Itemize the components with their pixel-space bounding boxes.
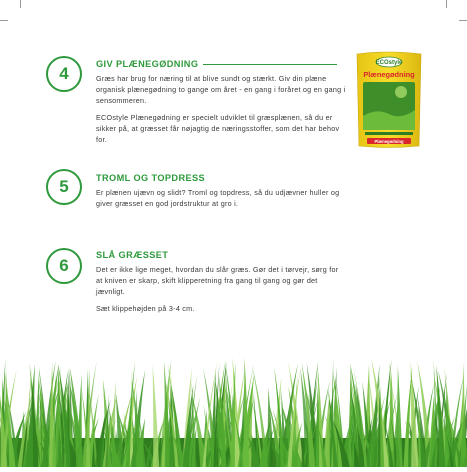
heading-rule	[203, 64, 337, 65]
step-content	[96, 168, 346, 209]
step-number-badge	[46, 56, 82, 92]
step-heading	[96, 173, 346, 183]
step-number: 5	[59, 177, 69, 196]
grass-illustration	[0, 352, 467, 467]
grass-border-image	[0, 352, 467, 467]
step-heading	[96, 250, 346, 260]
step-paragraph: ECOstyle Plænegødning er specielt udviklet til græsplænen, så du er sikker på, at græsset får nøjagtig de næringsstoffer, som det har behov for.	[96, 113, 340, 144]
crop-mark-top-right	[446, 0, 447, 8]
step-paragraph: Sæt klippehøjden på 3-4 cm.	[96, 304, 195, 313]
step-paragraph: Græs har brug for næring til at blive sundt og stærkt. Giv din plæne organisk plænegødning to gange om året - en gang i foråret og en gang i sensommeren.	[96, 74, 346, 105]
crop-mark-right-top	[459, 20, 467, 21]
step-number: 6	[59, 256, 69, 275]
grass-blade	[396, 366, 403, 467]
step-content	[96, 54, 346, 145]
step-heading	[96, 59, 346, 69]
step-number: 4	[59, 64, 69, 83]
step-title: GIV PLÆNEGØDNING	[96, 59, 199, 69]
step-paragraph: Det er ikke lige meget, hvordan du slår græs. Gør det i tørvejr, sørg for at kniven er skarp, skift klipperetning fra gang til gang og gør det jævnligt.	[96, 265, 339, 296]
grass-blade	[153, 365, 160, 467]
step-paragraph: Er plænen ujævn og slidt? Troml og topdress, så du udjævner huller og giver græsset en god jordstruktur at gro i.	[96, 188, 340, 208]
step-number-badge	[46, 248, 82, 284]
crop-mark-top-left	[20, 0, 21, 8]
product-name: Plænegødning	[363, 70, 415, 79]
fertilizer-bag-icon	[353, 50, 425, 150]
product-brand: ECOstyle	[375, 60, 403, 67]
step-title: TROML OG TOPDRESS	[96, 173, 206, 183]
crop-mark-left-top	[0, 20, 8, 21]
step-content	[96, 245, 346, 314]
product-badge: Plænegødning	[374, 138, 404, 144]
product-package-image	[353, 50, 425, 150]
step-number-badge	[46, 169, 82, 205]
step-title: SLÅ GRÆSSET	[96, 250, 169, 260]
